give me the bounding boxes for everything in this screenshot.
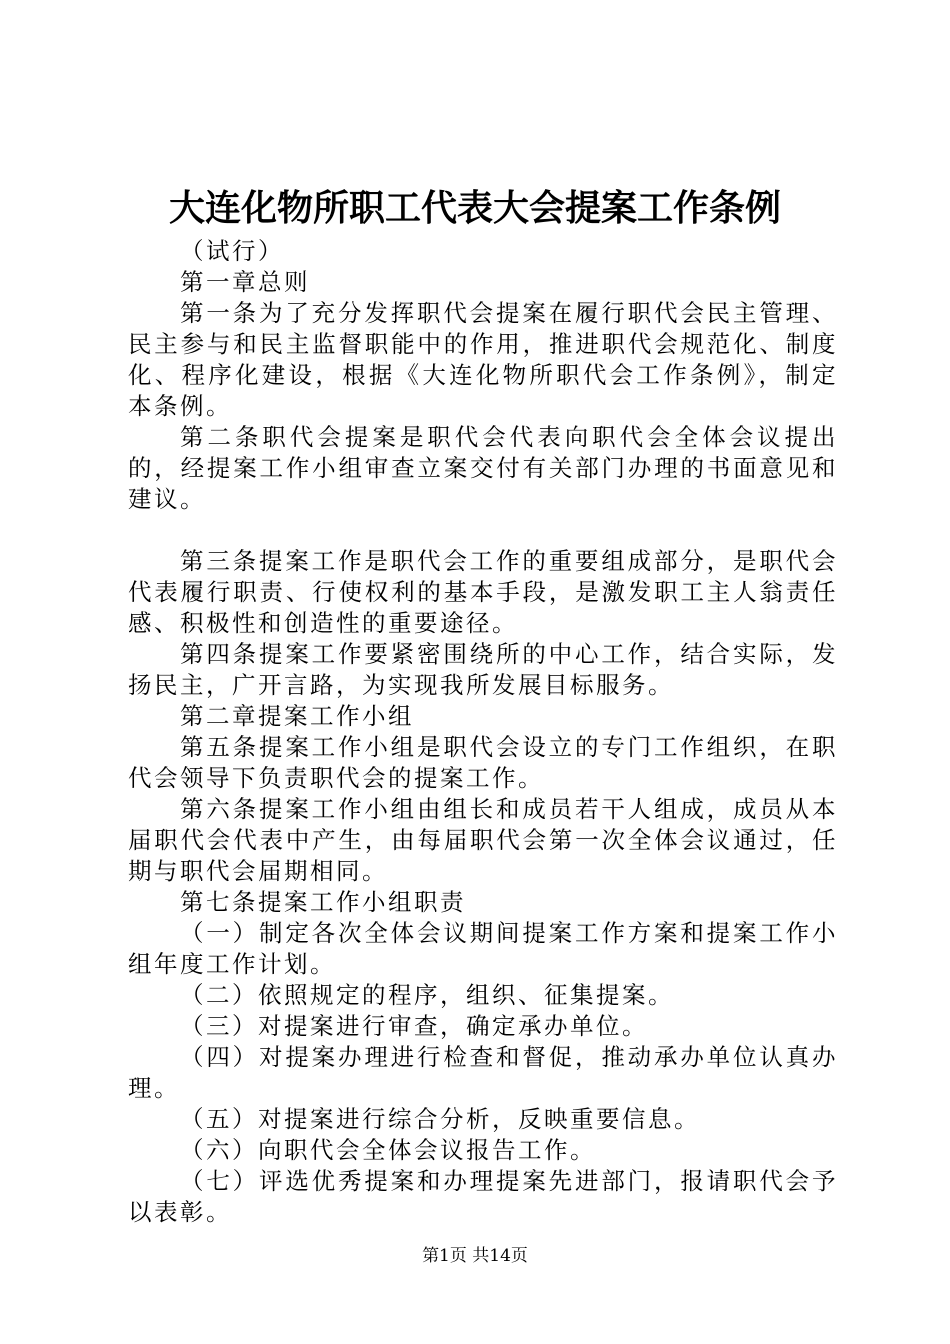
paragraph: 第六条提案工作小组由组长和成员若干人组成，成员从本届职代会代表中产生，由每届职代会第一次全体会议通过，任期与职代会届期相同。 <box>128 795 838 885</box>
paragraph: 第五条提案工作小组是职代会设立的专门工作组织，在职代会领导下负责职代会的提案工作。 <box>128 733 838 792</box>
paragraph: （五）对提案进行综合分析，反映重要信息。 <box>180 1105 700 1133</box>
paragraph: 第一条为了充分发挥职代会提案在履行职代会民主管理、民主参与和民主监督职能中的作用，推进职代会规范化、制度化、程序化建设，根据《大连化物所职代会工作条例》，制定本条例。 <box>128 299 838 420</box>
document-body <box>128 236 838 1228</box>
paragraph: （六）向职代会全体会议报告工作。 <box>180 1136 596 1164</box>
page-number: 第1页 共14页 <box>422 1246 528 1266</box>
paragraph: 第二条职代会提案是职代会代表向职代会全体会议提出的，经提案工作小组审查立案交付有关部门办理的书面意见和建议。 <box>128 423 838 513</box>
paragraph: （二）依照规定的程序，组织、征集提案。 <box>180 981 674 1009</box>
paragraph: 第二章提案工作小组 <box>180 702 414 730</box>
paragraph: 第一章总则 <box>180 268 310 296</box>
paragraph: （七）评选优秀提案和办理提案先进部门，报请职代会予以表彰。 <box>128 1167 838 1226</box>
paragraph: （试行） <box>180 237 284 265</box>
paragraph: （四）对提案办理进行检查和督促，推动承办单位认真办理。 <box>128 1043 838 1102</box>
paragraph: （三）对提案进行审查，确定承办单位。 <box>180 1012 648 1040</box>
paragraph: 第四条提案工作要紧密围绕所的中心工作，结合实际，发扬民主，广开言路，为实现我所发展目标服务。 <box>128 640 838 699</box>
paragraph: （一）制定各次全体会议期间提案工作方案和提案工作小组年度工作计划。 <box>128 919 838 978</box>
paragraph: 第七条提案工作小组职责 <box>180 888 466 916</box>
paragraph: 第三条提案工作是职代会工作的重要组成部分，是职代会代表履行职责、行使权利的基本手段，是激发职工主人翁责任感、积极性和创造性的重要途径。 <box>128 547 838 637</box>
document-title: 大连化物所职工代表大会提案工作条例 <box>168 187 781 229</box>
paragraph-gap <box>128 515 838 546</box>
